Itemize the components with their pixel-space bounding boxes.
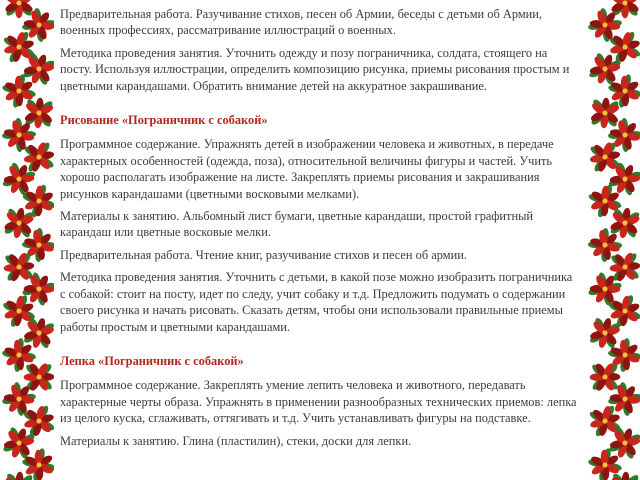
paragraph: Программное содержание. Закреплять умение лепить человека и животного, передавать характерные черты образа. Упражнять в применении разнообразных технических приемов: лепка из целого куска, сглаживать, оттягивать и т.д. Учить устанавливать фигуры на подставке. [60,378,577,426]
paragraph: Материалы к занятию. Альбомный лист бумаги, цветные карандаши, простой графитный карандаш или цветные восковые мелки. [60,209,534,240]
paragraph: Предварительная работа. Чтение книг, разучивание стихов и песен об армии. [60,247,467,262]
paragraph: Материалы к занятию. Глина (пластилин), стеки, доски для лепки. [60,433,412,448]
poinsettia-flower-icon [1,469,37,480]
paragraph: Предварительная работа. Разучивание стихов, песен об Армии, беседы с детьми об Армии, военных профессиях, рассматривание иллюстраций о военных. [60,7,543,38]
paragraph: Программное содержание. Упражнять детей в изображении человека и животных, в передаче характерных особенностей (одежда, поза), относительной величины фигуры и частей. Учить хорошо располагать изображение на листе. Закреплять приемы рисования и закрашивания рисунков карандашами (цветными восковыми мелками). [60,137,554,201]
right-flower-border [586,0,640,480]
paragraph: Методика проведения занятия. Уточнить одежду и позу пограничника, солдата, стоящего на посту. Используя иллюстрации, определить композицию рисунка, приемы рисования простым и цветными карандашами. Обратить внимание детей на аккуратное закрашивание. [60,45,570,93]
section-heading-modeling: Лепка «Пограничник с собакой» [60,353,244,368]
paragraph: Методика проведения занятия. Уточнить с детьми, в какой позе можно изобразить пограничника с собакой: стоит на посту, идет по следу, учит собаку и т.д. Предложить подумать о содержании своего рисунка и начать рисовать. Сказать детям, чтобы они использовали правильные приемы работы простым и цветными карандашами. [60,270,573,334]
section-heading-drawing: Рисование «Пограничник с собакой» [60,113,268,128]
left-flower-border [0,0,54,480]
document-body [60,0,580,480]
poinsettia-flower-icon [607,469,640,480]
